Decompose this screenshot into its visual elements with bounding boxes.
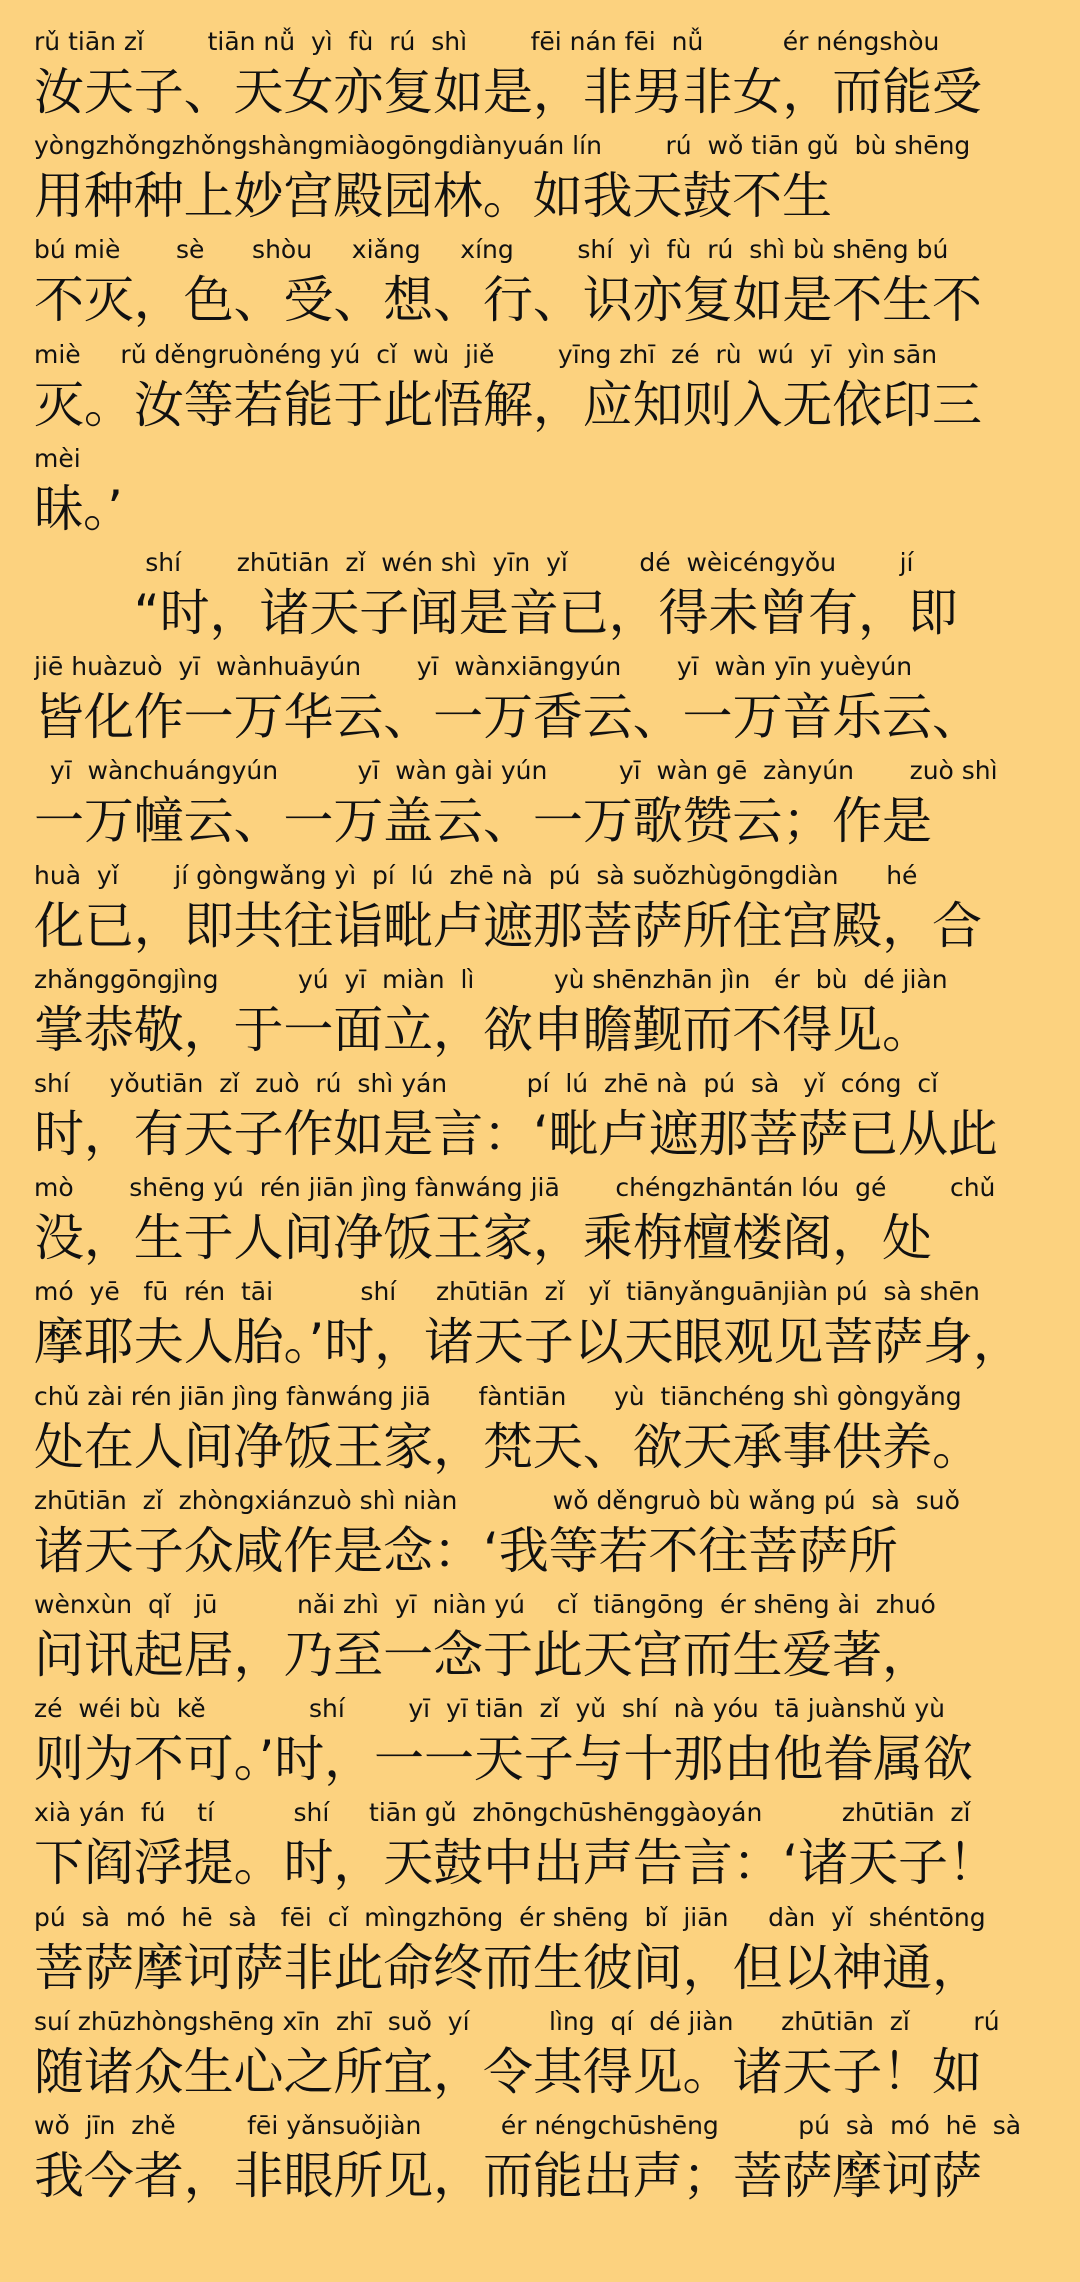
text-line (34, 234, 1046, 338)
text-line (34, 1172, 1046, 1276)
pinyin-annotation: miè rǔ děngruònéng yú cǐ wù jiě yīng zhī zé rù wú yī yìn sān (34, 339, 938, 369)
text-line (34, 339, 1046, 443)
text-line (34, 755, 1046, 859)
pinyin-annotation: shí zhūtiān zǐ wén shì yīn yǐ dé wèicéngyǒu jí (34, 548, 914, 577)
chinese-text: 不灭，色、受、想、行、识亦复如是不生不 (34, 271, 982, 330)
chinese-text: 我今者，非眼所见，而能出声；菩萨摩诃萨 (34, 2147, 982, 2205)
chinese-text: 摩耶夫人胎。’时，诸天子以天眼观见菩萨身， (34, 1313, 1023, 1372)
chinese-text: 没，生于人间净饭王家，乘栴檀楼阁，处 (34, 1209, 932, 1268)
pinyin-annotation: yòngzhǒngzhǒngshàngmiàogōngdiànyuán lín rú wǒ tiān gǔ bù shēng (34, 131, 971, 161)
pinyin-annotation: jiē huàzuò yī wànhuāyún yī wànxiāngyún yī wàn yīn yuèyún (34, 652, 913, 682)
pinyin-annotation: pú sà mó hē sà fēi cǐ mìngzhōng ér shēng bǐ jiān dàn yǐ shéntōng (34, 1902, 986, 1932)
chinese-text: 化已，即共往诣毗卢遮那菩萨所住宫殿，合 (34, 896, 982, 955)
text-line (34, 1902, 1046, 2006)
pinyin-annotation: shí yǒutiān zǐ zuò rú shì yán pí lú zhē nà pú sà yǐ cóng cǐ (34, 1069, 939, 1098)
pinyin-annotation: zhūtiān zǐ zhòngxiánzuò shì niàn wǒ děngruò bù wǎng pú sà suǒ (34, 1485, 960, 1515)
chinese-text: 掌恭敬，于一面立，欲申瞻觐而不得见。 (34, 1000, 932, 1059)
text-line (34, 1589, 1046, 1693)
pinyin-annotation: rǔ tiān zǐ tiān nǚ yì fù rú shì fēi nán fēi nǚ ér néngshòu (34, 27, 940, 56)
text-line (34, 1381, 1046, 1485)
chinese-text: 菩萨摩诃萨非此命终而生彼间，但以神通， (34, 1938, 982, 1997)
pinyin-annotation: mó yē fū rén tāi shí zhūtiān zǐ yǐ tiānyǎnguānjiàn pú sà shēn (34, 1277, 980, 1307)
pinyin-annotation: yī wànchuángyún yī wàn gài yún yī wàn gē zànyún zuò shì (34, 756, 998, 786)
pinyin-annotation: mò shēng yú rén jiān jìng fànwáng jiā chéngzhāntán lóu gé chǔ (34, 1173, 996, 1203)
text-line (34, 1797, 1046, 1901)
pinyin-annotation: suí zhūzhòngshēng xīn zhī suǒ yí lìng qí dé jiàn zhūtiān zǐ rú (34, 2006, 1000, 2036)
chinese-text: 诸天子众咸作是念：‘我等若不往菩萨所 (34, 1521, 898, 1580)
text-line (34, 1693, 1046, 1797)
chinese-text: “时，诸天子闻是音已，得未曾有，即 (34, 584, 958, 642)
pinyin-annotation: xià yán fú tí shí tiān gǔ zhōngchūshēnggàoyán zhūtiān zǐ (34, 1798, 971, 1828)
chinese-text: 下阎浮提。时，天鼓中出声告言：‘诸天子！ (34, 1834, 998, 1893)
text-line (34, 651, 1046, 755)
chinese-text: 昧。’ (34, 479, 122, 538)
chinese-text: 则为不可。’时，一一天子与十那由他眷属欲 (34, 1730, 973, 1789)
pinyin-annotation: zé wéi bù kě shí yī yī tiān zǐ yǔ shí nà yóu tā juànshǔ yù (34, 1694, 945, 1724)
text-line (34, 1276, 1046, 1380)
chinese-text: 随诸众生心之所宜，令其得见。诸天子！如 (34, 2042, 982, 2101)
text-line (34, 1485, 1046, 1589)
text-line (34, 130, 1046, 234)
text-line (34, 2110, 1046, 2214)
text-line (34, 2006, 1046, 2110)
pinyin-annotation: chǔ zài rén jiān jìng fànwáng jiā fàntiān yù tiānchéng shì gòngyǎng (34, 1381, 962, 1411)
chinese-text: 时，有天子作如是言：‘毗卢遮那菩萨已从此 (34, 1105, 998, 1163)
chinese-text: 皆化作一万华云、一万香云、一万音乐云、 (34, 688, 982, 747)
text-line (34, 547, 1046, 651)
chinese-text: 一万幢云、一万盖云、一万歌赞云；作是 (34, 792, 932, 851)
pinyin-annotation: wǒ jīn zhě fēi yǎnsuǒjiàn ér néngchūshēng pú sà mó hē sà (34, 2111, 1022, 2140)
text-line (34, 443, 1046, 547)
pinyin-annotation: wènxùn qǐ jū nǎi zhì yī niàn yú cǐ tiāngōng ér shēng ài zhuó (34, 1590, 936, 1619)
pinyin-annotation: zhǎnggōngjìng yú yī miàn lì yù shēnzhān jìn ér bù dé jiàn (34, 964, 948, 994)
chinese-text: 问讯起居，乃至一念于此天宫而生爱著， (34, 1626, 932, 1684)
text-line (34, 1068, 1046, 1172)
pinyin-annotation: bú miè sè shòu xiǎng xíng shí yì fù rú shì bù shēng bú (34, 235, 949, 265)
text-line (34, 26, 1046, 130)
chinese-text: 汝天子、天女亦复如是，非男非女，而能受 (34, 63, 982, 121)
pinyin-annotation: huà yǐ jí gòngwǎng yì pí lú zhē nà pú sà suǒzhùgōngdiàn hé (34, 860, 918, 890)
chinese-text: 灭。汝等若能于此悟解，应知则入无依印三 (34, 375, 982, 434)
chinese-text: 处在人间净饭王家，梵天、欲天承事供养。 (34, 1417, 982, 1476)
text-line (34, 860, 1046, 964)
text-line (34, 964, 1046, 1068)
pinyin-annotation: mèi (34, 443, 81, 473)
chinese-text: 用种种上妙宫殿园林。如我天鼓不生 (34, 167, 832, 226)
